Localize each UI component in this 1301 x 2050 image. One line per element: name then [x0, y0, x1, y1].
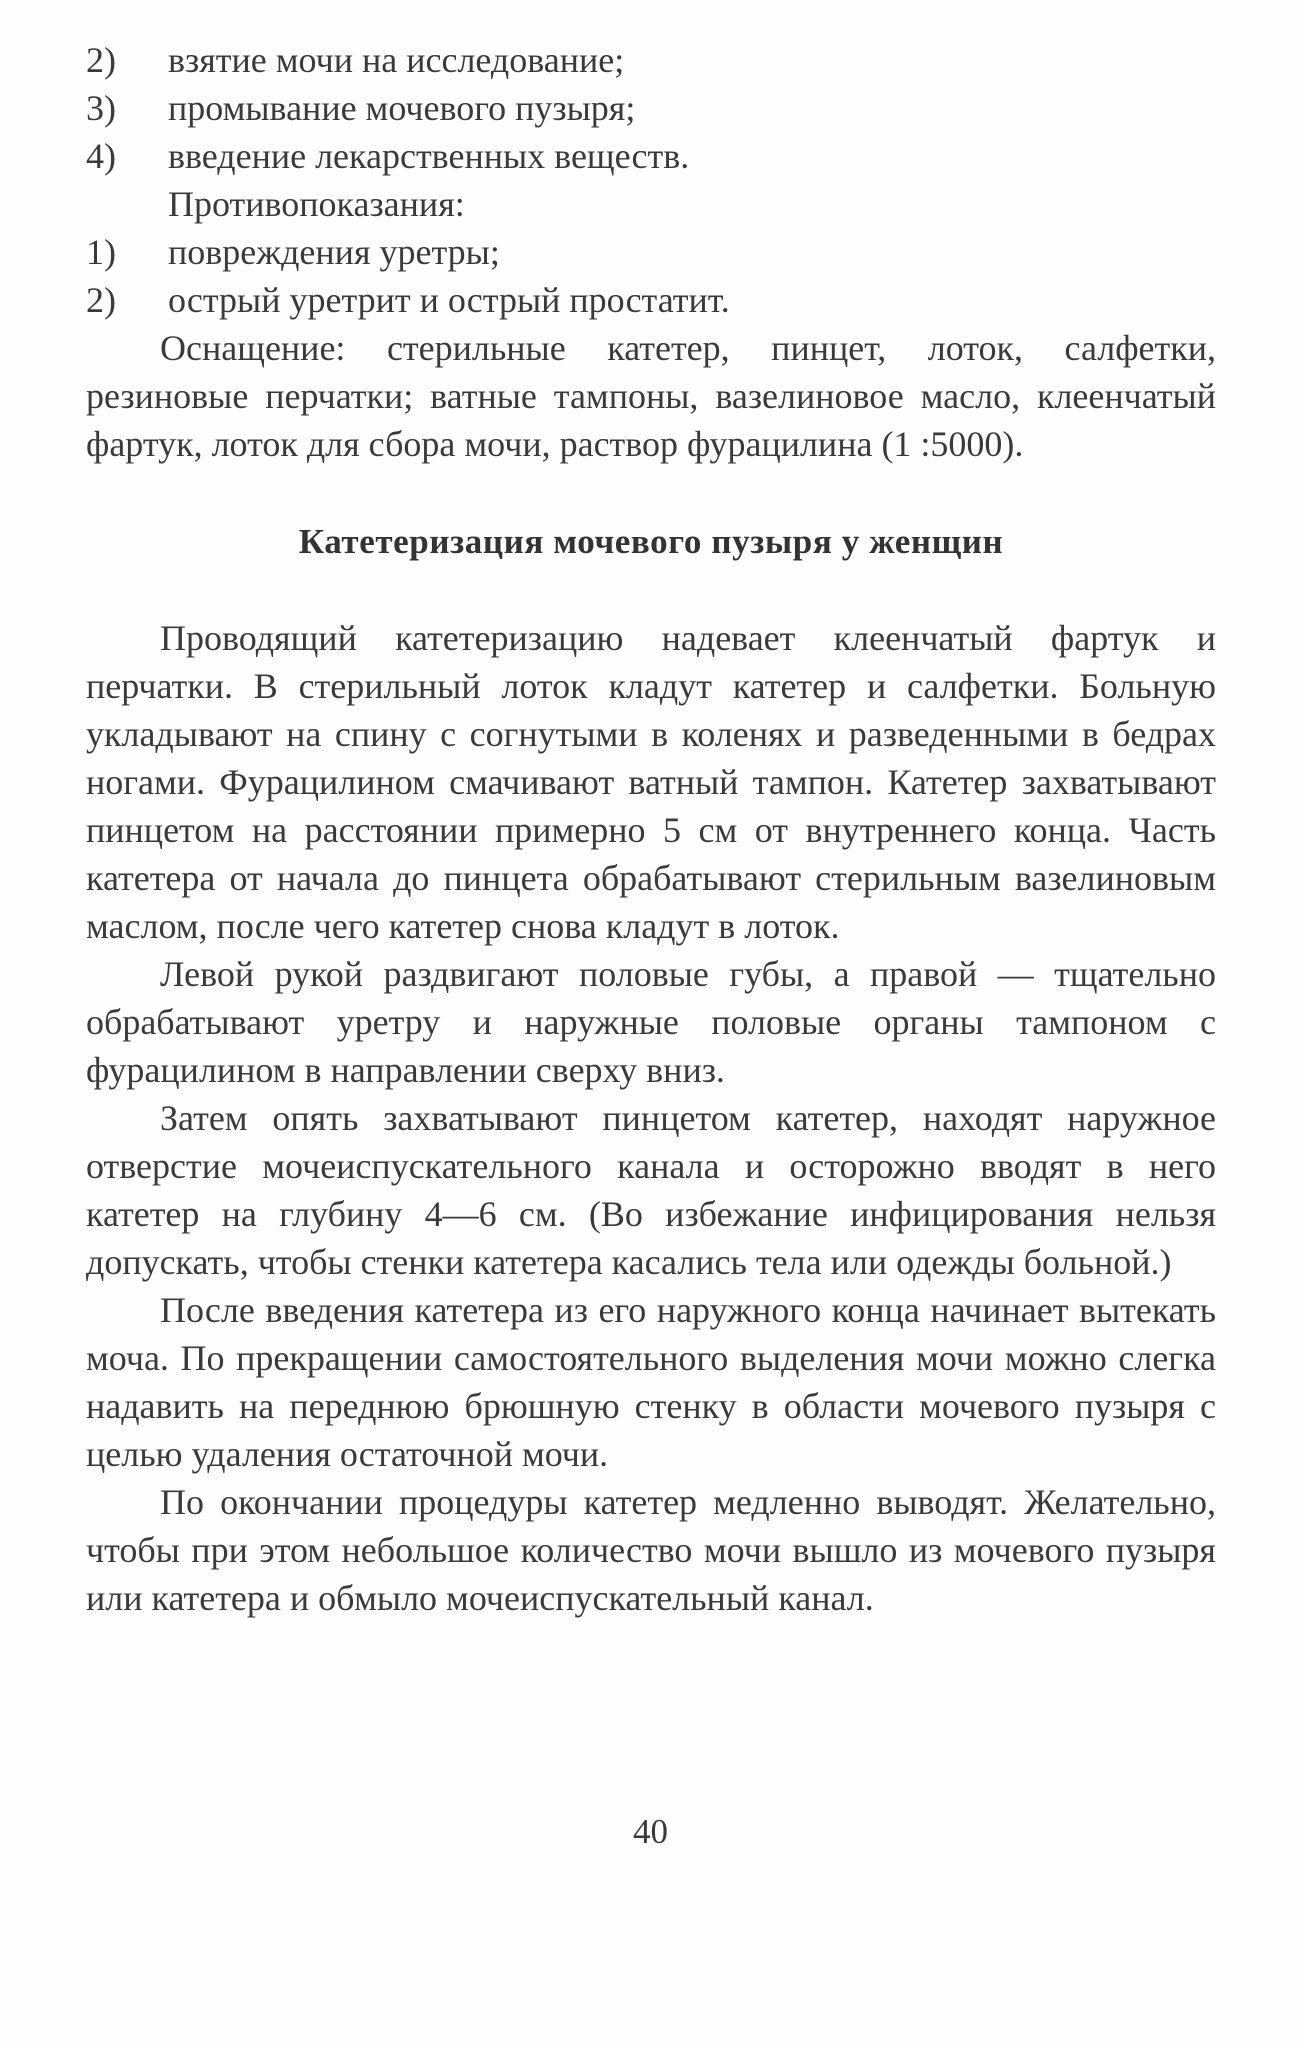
list-item-text: острый уретрит и острый простатит.	[168, 280, 730, 320]
body-paragraph: Затем опять захватывают пинцетом катетер, находят наружное отверстие мочеиспускательного канала и осторожно вводят в него катетер на глубину 4—6 см. (Во избежание инфицирования нельзя допускать, чтобы стенки катетера касались тела или одежды больной.)	[86, 1098, 1216, 1282]
contraindications-label: Противопоказания:	[168, 184, 465, 224]
list-item-number: 2)	[86, 40, 116, 80]
equipment-paragraph: Оснащение: стерильные катетер, пинцет, лоток, салфетки, резиновые перчатки; ватные тампоны, вазелиновое масло, клеенчатый фартук, лоток для сбора мочи, раствор фурацилина (1 :5000).	[86, 328, 1216, 464]
list-item	[86, 132, 1216, 180]
list-item	[86, 276, 1216, 324]
page-number: 40	[633, 1812, 668, 1851]
list-item-number: 4)	[86, 136, 116, 176]
list-item	[86, 36, 1216, 84]
page-content	[86, 36, 1216, 1622]
body-paragraph: Левой рукой раздвигают половые губы, а правой — тщательно обрабатывают уретру и наружные половые органы тампоном с фурацилином в направлении сверху вниз.	[86, 954, 1216, 1090]
body-paragraph: По окончании процедуры катетер медленно выводят. Желательно, чтобы при этом небольшое количество мочи вышло из мочевого пузыря или катетера и обмыло мочеиспускательный канал.	[86, 1482, 1216, 1618]
body-paragraph: После введения катетера из его наружного конца начинает вытекать моча. По прекращении самостоятельного выделения мочи можно слегка надавить на переднюю брюшную стенку в области мочевого пузыря с целью удаления остаточной мочи.	[86, 1290, 1216, 1474]
list-item	[86, 228, 1216, 276]
section-title: Катетеризация мочевого пузыря у женщин	[298, 522, 1004, 561]
list-item-number: 3)	[86, 88, 116, 128]
list-item-text: введение лекарственных веществ.	[168, 136, 690, 176]
list-item	[86, 84, 1216, 132]
body-paragraph: Проводящий катетеризацию надевает клеенчатый фартук и перчатки. В стерильный лоток кладут катетер и салфетки. Больную укладывают на спину с согнутыми в коленях и разведенными в бедрах ногами. Фурацилином смачивают ватный тампон. Катетер захватывают пинцетом на расстоянии примерно 5 см от внутреннего конца. Часть катетера от начала до пинцета обрабатывают стерильным вазелиновым маслом, после чего катетер снова кладут в лоток.	[86, 618, 1216, 946]
list-item-text: взятие мочи на исследование;	[168, 40, 625, 80]
list-item-number: 1)	[86, 232, 116, 272]
list-item-number: 2)	[86, 280, 116, 320]
list-item-text: промывание мочевого пузыря;	[168, 88, 636, 128]
list-item-text: повреждения уретры;	[168, 232, 500, 272]
